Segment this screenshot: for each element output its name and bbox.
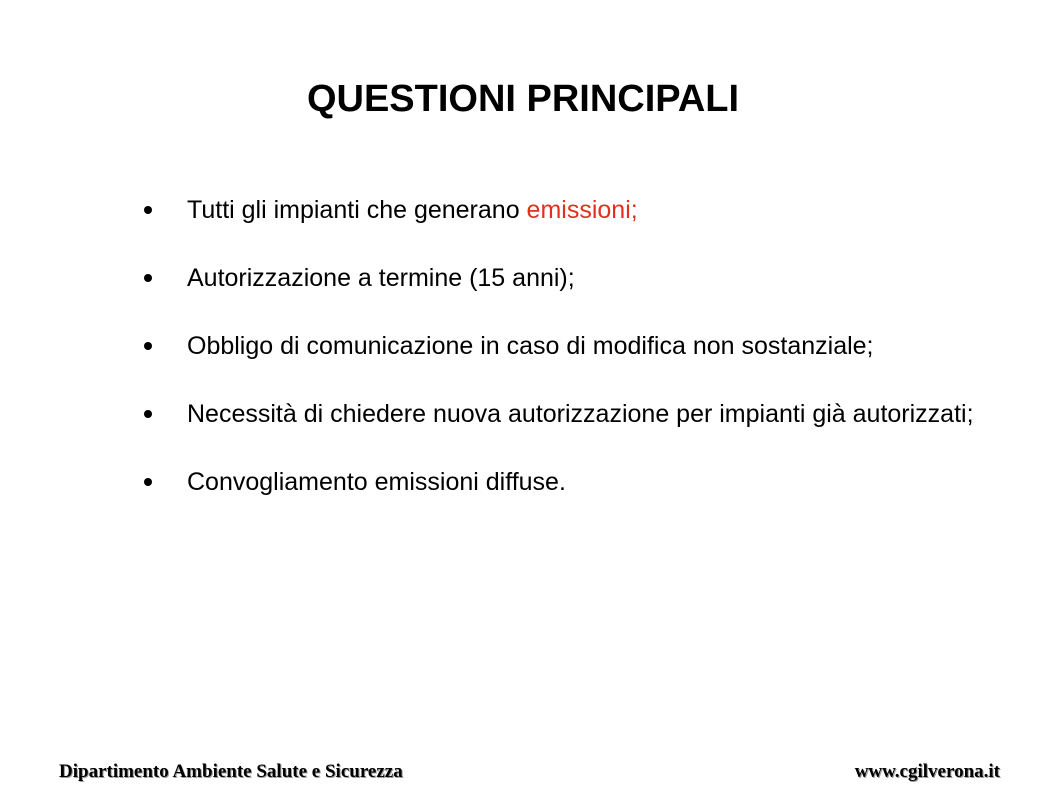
bullet-text: Convogliamento emissioni diffuse.	[187, 468, 566, 496]
bullet-list	[144, 190, 1058, 530]
bullet-text: Obbligo di comunicazione in caso di modifica non sostanziale;	[187, 332, 874, 360]
bullet-highlight-text: emissioni;	[526, 196, 638, 224]
bullet-text: Necessità di chiedere nuova autorizzazione per impianti già autorizzati;	[187, 400, 974, 428]
bullet-dot-icon	[144, 274, 152, 282]
bullet-dot-icon	[144, 478, 152, 486]
slide-title: QUESTIONI PRINCIPALI	[306, 78, 740, 120]
bullet-item-diffuse-emissions	[144, 462, 1058, 530]
bullet-text: Autorizzazione a termine (15 anni);	[187, 264, 575, 292]
bullet-text: Tutti gli impianti che generano	[187, 196, 527, 224]
bullet-dot-icon	[144, 342, 152, 350]
bullet-item-communication-obligation	[144, 326, 1058, 394]
bullet-dot-icon	[144, 410, 152, 418]
bullet-item-new-authorization	[144, 394, 1058, 462]
footer-website: www.cgilverona.it	[854, 761, 1000, 782]
bullet-dot-icon	[144, 206, 152, 214]
bullet-item-all-emitting-plants	[144, 190, 1058, 258]
footer-department: Dipartimento Ambiente Salute e Sicurezza	[59, 761, 403, 782]
bullet-item-term-authorization	[144, 258, 1058, 326]
